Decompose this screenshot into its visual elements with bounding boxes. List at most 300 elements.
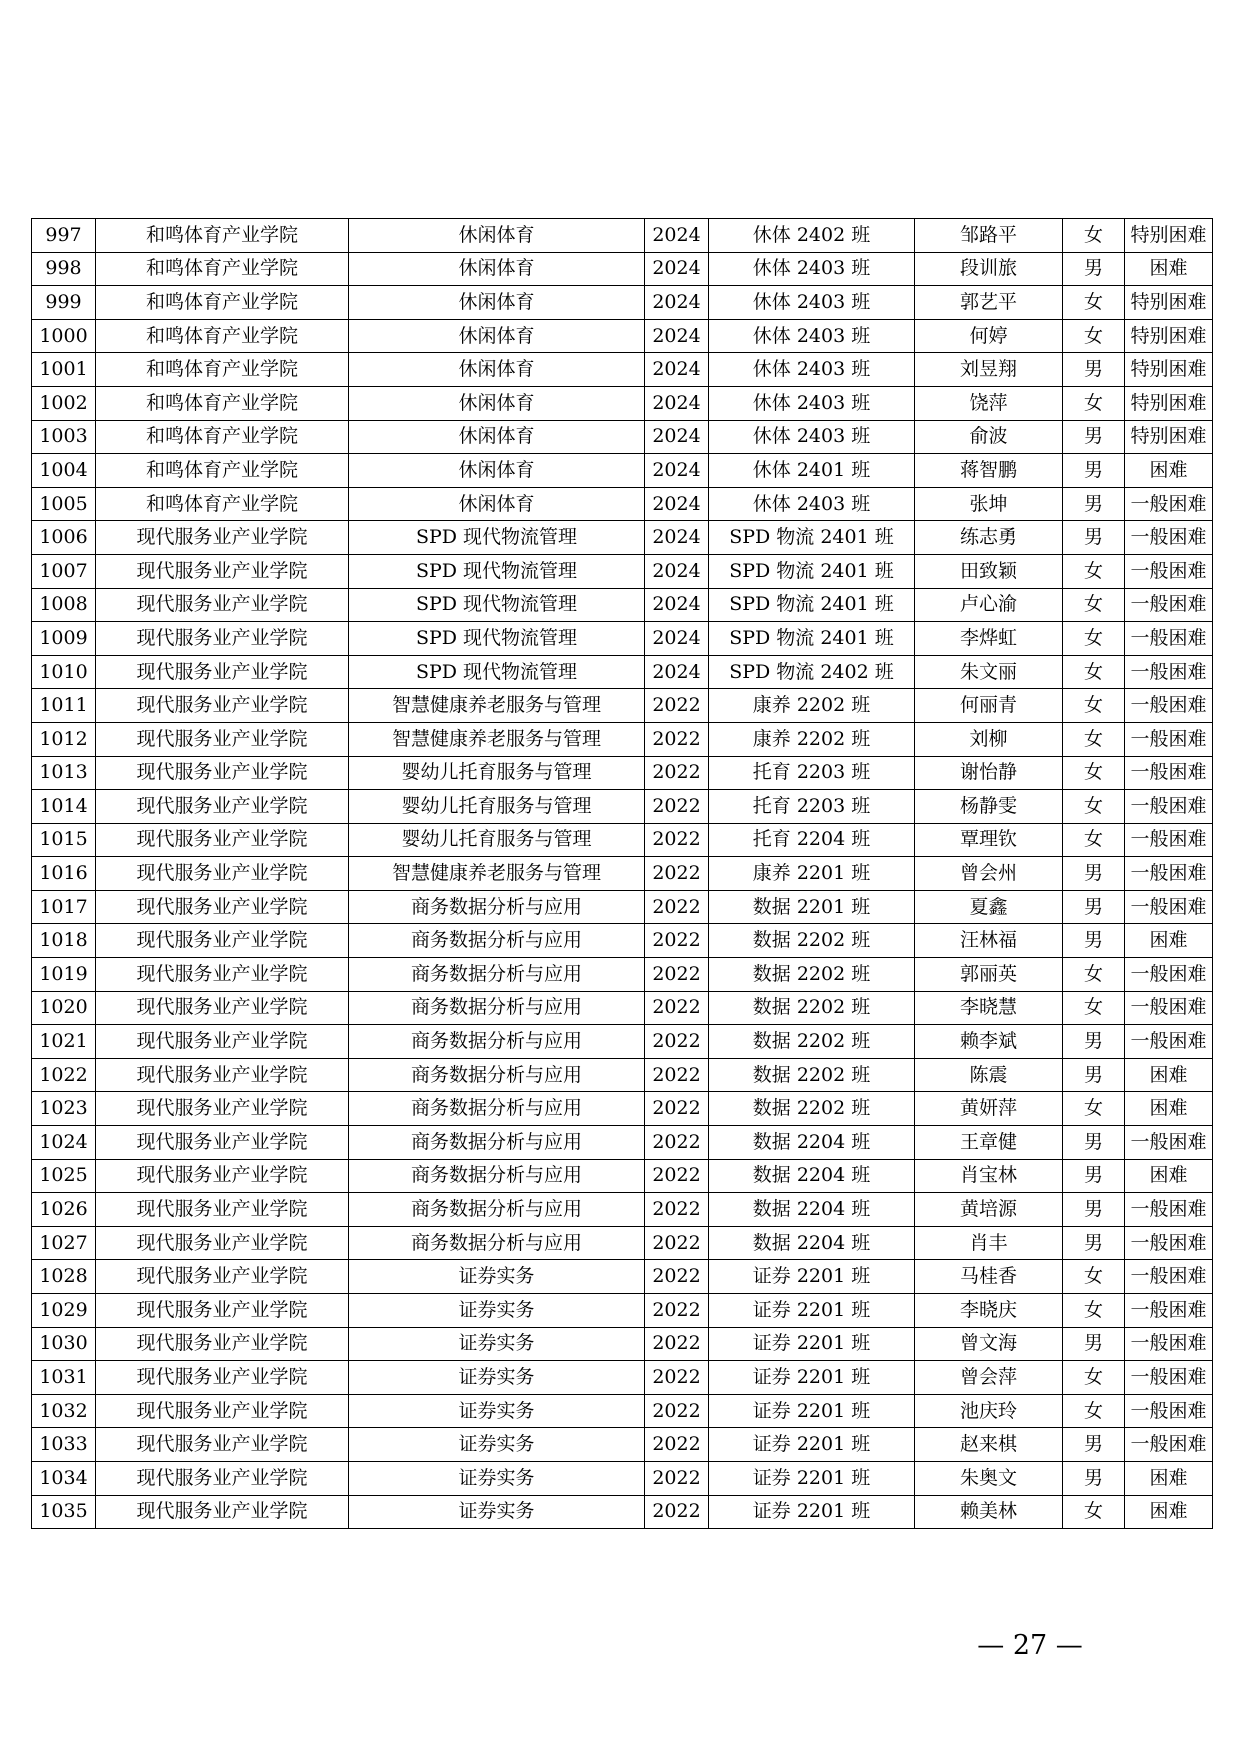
cell-major: 商务数据分析与应用	[349, 1126, 645, 1160]
cell-class: 数据 2204 班	[709, 1226, 915, 1260]
cell-grade: 2022	[645, 1327, 709, 1361]
cell-difficulty-level: 一般困难	[1125, 521, 1213, 555]
cell-grade: 2022	[645, 1461, 709, 1495]
cell-difficulty-level: 一般困难	[1125, 1126, 1213, 1160]
table-row	[32, 622, 1213, 656]
cell-difficulty-level: 一般困难	[1125, 1025, 1213, 1059]
table-row	[32, 1025, 1213, 1059]
table-row	[32, 521, 1213, 555]
table-row	[32, 554, 1213, 588]
cell-difficulty-level: 一般困难	[1125, 1294, 1213, 1328]
cell-difficulty-level: 困难	[1125, 1058, 1213, 1092]
table-row	[32, 1327, 1213, 1361]
table-row	[32, 286, 1213, 320]
cell-gender: 女	[1063, 991, 1125, 1025]
cell-major: 商务数据分析与应用	[349, 1226, 645, 1260]
cell-student-name: 曾会萍	[915, 1361, 1063, 1395]
cell-student-name: 夏鑫	[915, 890, 1063, 924]
cell-major: 证券实务	[349, 1260, 645, 1294]
cell-gender: 女	[1063, 722, 1125, 756]
cell-major: 休闲体育	[349, 286, 645, 320]
cell-row-index: 1031	[32, 1361, 96, 1395]
cell-row-index: 1003	[32, 420, 96, 454]
cell-difficulty-level: 一般困难	[1125, 790, 1213, 824]
cell-difficulty-level: 一般困难	[1125, 588, 1213, 622]
cell-class: 数据 2202 班	[709, 1092, 915, 1126]
table-row	[32, 1193, 1213, 1227]
cell-student-name: 谢怡静	[915, 756, 1063, 790]
cell-college: 现代服务业产业学院	[96, 1058, 349, 1092]
cell-row-index: 1008	[32, 588, 96, 622]
cell-class: 休体 2403 班	[709, 386, 915, 420]
cell-gender: 男	[1063, 1461, 1125, 1495]
cell-grade: 2022	[645, 857, 709, 891]
student-aid-table	[31, 218, 1213, 1529]
cell-class: SPD 物流 2401 班	[709, 622, 915, 656]
cell-student-name: 卢心渝	[915, 588, 1063, 622]
cell-major: 商务数据分析与应用	[349, 924, 645, 958]
cell-college: 现代服务业产业学院	[96, 622, 349, 656]
cell-college: 现代服务业产业学院	[96, 1327, 349, 1361]
cell-grade: 2024	[645, 554, 709, 588]
cell-college: 和鸣体育产业学院	[96, 219, 349, 253]
cell-difficulty-level: 一般困难	[1125, 1394, 1213, 1428]
cell-major: 休闲体育	[349, 420, 645, 454]
table-row	[32, 454, 1213, 488]
table-row	[32, 1428, 1213, 1462]
cell-row-index: 1021	[32, 1025, 96, 1059]
table-row	[32, 1058, 1213, 1092]
table-row	[32, 790, 1213, 824]
cell-gender: 女	[1063, 1294, 1125, 1328]
cell-row-index: 1012	[32, 722, 96, 756]
cell-college: 和鸣体育产业学院	[96, 353, 349, 387]
cell-grade: 2024	[645, 286, 709, 320]
cell-difficulty-level: 特别困难	[1125, 219, 1213, 253]
cell-gender: 男	[1063, 1193, 1125, 1227]
cell-student-name: 肖宝林	[915, 1159, 1063, 1193]
cell-class: 托育 2204 班	[709, 823, 915, 857]
cell-major: 商务数据分析与应用	[349, 1058, 645, 1092]
cell-difficulty-level: 一般困难	[1125, 1193, 1213, 1227]
cell-row-index: 1033	[32, 1428, 96, 1462]
cell-gender: 男	[1063, 890, 1125, 924]
cell-major: 证券实务	[349, 1327, 645, 1361]
cell-gender: 男	[1063, 353, 1125, 387]
cell-student-name: 朱文丽	[915, 655, 1063, 689]
table-row	[32, 991, 1213, 1025]
cell-college: 和鸣体育产业学院	[96, 319, 349, 353]
cell-class: 证券 2201 班	[709, 1428, 915, 1462]
cell-college: 和鸣体育产业学院	[96, 286, 349, 320]
cell-grade: 2022	[645, 924, 709, 958]
cell-class: 数据 2202 班	[709, 958, 915, 992]
cell-grade: 2022	[645, 958, 709, 992]
cell-class: SPD 物流 2401 班	[709, 521, 915, 555]
cell-college: 现代服务业产业学院	[96, 756, 349, 790]
cell-student-name: 蒋智鹏	[915, 454, 1063, 488]
cell-grade: 2024	[645, 420, 709, 454]
cell-student-name: 赵来棋	[915, 1428, 1063, 1462]
cell-class: 证券 2201 班	[709, 1260, 915, 1294]
cell-difficulty-level: 困难	[1125, 252, 1213, 286]
cell-major: 休闲体育	[349, 319, 645, 353]
cell-difficulty-level: 一般困难	[1125, 487, 1213, 521]
cell-grade: 2022	[645, 1092, 709, 1126]
cell-class: 证券 2201 班	[709, 1495, 915, 1529]
cell-class: 数据 2204 班	[709, 1126, 915, 1160]
cell-gender: 男	[1063, 1226, 1125, 1260]
cell-difficulty-level: 困难	[1125, 1159, 1213, 1193]
cell-student-name: 肖丰	[915, 1226, 1063, 1260]
cell-gender: 男	[1063, 1327, 1125, 1361]
cell-class: 数据 2204 班	[709, 1159, 915, 1193]
cell-grade: 2022	[645, 1058, 709, 1092]
cell-student-name: 刘昱翔	[915, 353, 1063, 387]
cell-row-index: 1022	[32, 1058, 96, 1092]
cell-major: 休闲体育	[349, 353, 645, 387]
table-row	[32, 420, 1213, 454]
cell-gender: 男	[1063, 454, 1125, 488]
cell-grade: 2024	[645, 521, 709, 555]
cell-difficulty-level: 一般困难	[1125, 958, 1213, 992]
cell-college: 现代服务业产业学院	[96, 823, 349, 857]
table-row	[32, 1394, 1213, 1428]
cell-gender: 女	[1063, 790, 1125, 824]
table-body	[32, 219, 1213, 1529]
table-row	[32, 487, 1213, 521]
cell-class: 休体 2403 班	[709, 286, 915, 320]
cell-gender: 女	[1063, 958, 1125, 992]
cell-college: 现代服务业产业学院	[96, 1260, 349, 1294]
cell-class: 休体 2401 班	[709, 454, 915, 488]
cell-class: 托育 2203 班	[709, 756, 915, 790]
cell-college: 和鸣体育产业学院	[96, 487, 349, 521]
cell-class: 数据 2202 班	[709, 1058, 915, 1092]
cell-major: 婴幼儿托育服务与管理	[349, 823, 645, 857]
cell-difficulty-level: 困难	[1125, 1461, 1213, 1495]
cell-student-name: 李晓慧	[915, 991, 1063, 1025]
cell-gender: 女	[1063, 823, 1125, 857]
cell-gender: 女	[1063, 1260, 1125, 1294]
cell-student-name: 饶萍	[915, 386, 1063, 420]
cell-student-name: 田致颖	[915, 554, 1063, 588]
cell-college: 现代服务业产业学院	[96, 722, 349, 756]
cell-college: 现代服务业产业学院	[96, 1361, 349, 1395]
cell-college: 现代服务业产业学院	[96, 588, 349, 622]
table-row	[32, 655, 1213, 689]
cell-grade: 2024	[645, 454, 709, 488]
cell-class: 数据 2204 班	[709, 1193, 915, 1227]
cell-grade: 2022	[645, 1260, 709, 1294]
cell-student-name: 练志勇	[915, 521, 1063, 555]
cell-class: 证券 2201 班	[709, 1394, 915, 1428]
cell-college: 现代服务业产业学院	[96, 1394, 349, 1428]
cell-gender: 女	[1063, 554, 1125, 588]
cell-gender: 男	[1063, 252, 1125, 286]
cell-major: 婴幼儿托育服务与管理	[349, 790, 645, 824]
cell-grade: 2024	[645, 252, 709, 286]
cell-major: SPD 现代物流管理	[349, 655, 645, 689]
cell-student-name: 黄妍萍	[915, 1092, 1063, 1126]
cell-college: 现代服务业产业学院	[96, 1159, 349, 1193]
cell-gender: 女	[1063, 655, 1125, 689]
cell-student-name: 俞波	[915, 420, 1063, 454]
cell-grade: 2022	[645, 756, 709, 790]
cell-gender: 男	[1063, 420, 1125, 454]
cell-student-name: 刘柳	[915, 722, 1063, 756]
cell-class: 证券 2201 班	[709, 1361, 915, 1395]
cell-college: 现代服务业产业学院	[96, 1226, 349, 1260]
table-row	[32, 958, 1213, 992]
cell-major: 休闲体育	[349, 252, 645, 286]
cell-grade: 2024	[645, 353, 709, 387]
cell-difficulty-level: 一般困难	[1125, 1260, 1213, 1294]
cell-difficulty-level: 一般困难	[1125, 1361, 1213, 1395]
cell-class: 休体 2403 班	[709, 319, 915, 353]
cell-row-index: 1014	[32, 790, 96, 824]
cell-gender: 男	[1063, 1428, 1125, 1462]
cell-major: SPD 现代物流管理	[349, 622, 645, 656]
table-row	[32, 890, 1213, 924]
cell-college: 现代服务业产业学院	[96, 1092, 349, 1126]
table-row	[32, 1226, 1213, 1260]
cell-student-name: 覃理钦	[915, 823, 1063, 857]
table-row	[32, 924, 1213, 958]
cell-row-index: 1005	[32, 487, 96, 521]
cell-row-index: 1028	[32, 1260, 96, 1294]
cell-college: 现代服务业产业学院	[96, 1495, 349, 1529]
cell-grade: 2022	[645, 790, 709, 824]
cell-class: 证券 2201 班	[709, 1294, 915, 1328]
cell-gender: 男	[1063, 1159, 1125, 1193]
cell-student-name: 何丽青	[915, 689, 1063, 723]
cell-student-name: 曾文海	[915, 1327, 1063, 1361]
cell-student-name: 陈震	[915, 1058, 1063, 1092]
cell-row-index: 1002	[32, 386, 96, 420]
cell-difficulty-level: 一般困难	[1125, 890, 1213, 924]
cell-major: 证券实务	[349, 1394, 645, 1428]
cell-row-index: 1000	[32, 319, 96, 353]
cell-row-index: 1034	[32, 1461, 96, 1495]
cell-row-index: 999	[32, 286, 96, 320]
cell-gender: 女	[1063, 622, 1125, 656]
cell-row-index: 1006	[32, 521, 96, 555]
cell-row-index: 1019	[32, 958, 96, 992]
cell-major: 商务数据分析与应用	[349, 1193, 645, 1227]
cell-class: SPD 物流 2402 班	[709, 655, 915, 689]
cell-college: 现代服务业产业学院	[96, 521, 349, 555]
table-row	[32, 756, 1213, 790]
cell-college: 现代服务业产业学院	[96, 890, 349, 924]
cell-row-index: 1023	[32, 1092, 96, 1126]
cell-grade: 2022	[645, 1193, 709, 1227]
cell-class: 康养 2201 班	[709, 857, 915, 891]
cell-difficulty-level: 一般困难	[1125, 554, 1213, 588]
cell-major: 商务数据分析与应用	[349, 1159, 645, 1193]
cell-gender: 女	[1063, 1361, 1125, 1395]
cell-gender: 男	[1063, 1025, 1125, 1059]
cell-difficulty-level: 一般困难	[1125, 857, 1213, 891]
cell-grade: 2022	[645, 1394, 709, 1428]
cell-row-index: 1029	[32, 1294, 96, 1328]
table-row	[32, 857, 1213, 891]
cell-gender: 女	[1063, 219, 1125, 253]
cell-row-index: 1015	[32, 823, 96, 857]
cell-major: 证券实务	[349, 1495, 645, 1529]
cell-class: 数据 2202 班	[709, 991, 915, 1025]
cell-college: 现代服务业产业学院	[96, 655, 349, 689]
cell-major: 商务数据分析与应用	[349, 991, 645, 1025]
cell-row-index: 997	[32, 219, 96, 253]
cell-college: 现代服务业产业学院	[96, 1428, 349, 1462]
cell-grade: 2024	[645, 655, 709, 689]
table-row	[32, 1294, 1213, 1328]
cell-gender: 女	[1063, 756, 1125, 790]
cell-difficulty-level: 一般困难	[1125, 1428, 1213, 1462]
cell-class: 数据 2202 班	[709, 924, 915, 958]
cell-student-name: 黄培源	[915, 1193, 1063, 1227]
cell-grade: 2024	[645, 319, 709, 353]
cell-difficulty-level: 困难	[1125, 924, 1213, 958]
cell-grade: 2024	[645, 622, 709, 656]
cell-grade: 2024	[645, 386, 709, 420]
table-row	[32, 386, 1213, 420]
cell-gender: 女	[1063, 1092, 1125, 1126]
cell-row-index: 1032	[32, 1394, 96, 1428]
cell-college: 和鸣体育产业学院	[96, 454, 349, 488]
cell-grade: 2022	[645, 1159, 709, 1193]
cell-gender: 女	[1063, 689, 1125, 723]
table-row	[32, 823, 1213, 857]
table-row	[32, 353, 1213, 387]
cell-grade: 2022	[645, 1226, 709, 1260]
cell-student-name: 何婷	[915, 319, 1063, 353]
table-row	[32, 1159, 1213, 1193]
page-number: — 27 —	[977, 1630, 1083, 1661]
cell-class: 证券 2201 班	[709, 1327, 915, 1361]
cell-major: 商务数据分析与应用	[349, 1092, 645, 1126]
cell-class: 休体 2403 班	[709, 487, 915, 521]
cell-major: 婴幼儿托育服务与管理	[349, 756, 645, 790]
cell-college: 和鸣体育产业学院	[96, 252, 349, 286]
cell-class: 数据 2201 班	[709, 890, 915, 924]
cell-college: 现代服务业产业学院	[96, 790, 349, 824]
table-row	[32, 1495, 1213, 1529]
cell-row-index: 1009	[32, 622, 96, 656]
cell-class: 康养 2202 班	[709, 722, 915, 756]
cell-student-name: 李晓庆	[915, 1294, 1063, 1328]
cell-difficulty-level: 特别困难	[1125, 420, 1213, 454]
cell-gender: 男	[1063, 1058, 1125, 1092]
cell-difficulty-level: 一般困难	[1125, 1226, 1213, 1260]
cell-student-name: 邹路平	[915, 219, 1063, 253]
cell-difficulty-level: 一般困难	[1125, 991, 1213, 1025]
cell-difficulty-level: 一般困难	[1125, 722, 1213, 756]
cell-difficulty-level: 特别困难	[1125, 319, 1213, 353]
cell-major: 休闲体育	[349, 487, 645, 521]
cell-college: 现代服务业产业学院	[96, 857, 349, 891]
cell-difficulty-level: 困难	[1125, 1092, 1213, 1126]
cell-class: 证券 2201 班	[709, 1461, 915, 1495]
cell-major: 智慧健康养老服务与管理	[349, 689, 645, 723]
cell-grade: 2022	[645, 1428, 709, 1462]
cell-class: 康养 2202 班	[709, 689, 915, 723]
cell-row-index: 1011	[32, 689, 96, 723]
table-row	[32, 1126, 1213, 1160]
cell-grade: 2022	[645, 689, 709, 723]
cell-grade: 2022	[645, 1294, 709, 1328]
cell-college: 现代服务业产业学院	[96, 1461, 349, 1495]
cell-difficulty-level: 特别困难	[1125, 386, 1213, 420]
cell-grade: 2022	[645, 890, 709, 924]
cell-major: 休闲体育	[349, 219, 645, 253]
cell-class: 休体 2402 班	[709, 219, 915, 253]
cell-gender: 男	[1063, 521, 1125, 555]
cell-grade: 2022	[645, 1025, 709, 1059]
table-row	[32, 1461, 1213, 1495]
cell-row-index: 1017	[32, 890, 96, 924]
cell-college: 现代服务业产业学院	[96, 1193, 349, 1227]
cell-college: 现代服务业产业学院	[96, 554, 349, 588]
cell-major: 休闲体育	[349, 386, 645, 420]
cell-student-name: 郭丽英	[915, 958, 1063, 992]
cell-class: 托育 2203 班	[709, 790, 915, 824]
cell-college: 现代服务业产业学院	[96, 1025, 349, 1059]
cell-college: 现代服务业产业学院	[96, 1126, 349, 1160]
cell-difficulty-level: 困难	[1125, 454, 1213, 488]
cell-row-index: 1025	[32, 1159, 96, 1193]
cell-major: 证券实务	[349, 1428, 645, 1462]
cell-student-name: 曾会州	[915, 857, 1063, 891]
cell-major: 休闲体育	[349, 454, 645, 488]
cell-grade: 2022	[645, 1495, 709, 1529]
cell-gender: 男	[1063, 487, 1125, 521]
cell-college: 和鸣体育产业学院	[96, 420, 349, 454]
table-row	[32, 588, 1213, 622]
cell-difficulty-level: 困难	[1125, 1495, 1213, 1529]
cell-gender: 女	[1063, 588, 1125, 622]
cell-grade: 2024	[645, 219, 709, 253]
cell-major: SPD 现代物流管理	[349, 554, 645, 588]
cell-row-index: 1001	[32, 353, 96, 387]
cell-college: 现代服务业产业学院	[96, 958, 349, 992]
cell-row-index: 1010	[32, 655, 96, 689]
cell-major: 智慧健康养老服务与管理	[349, 722, 645, 756]
cell-student-name: 池庆玲	[915, 1394, 1063, 1428]
cell-row-index: 1007	[32, 554, 96, 588]
cell-major: SPD 现代物流管理	[349, 521, 645, 555]
cell-class: 数据 2202 班	[709, 1025, 915, 1059]
cell-student-name: 汪林福	[915, 924, 1063, 958]
cell-row-index: 1027	[32, 1226, 96, 1260]
cell-major: 证券实务	[349, 1294, 645, 1328]
table-row	[32, 319, 1213, 353]
table-row	[32, 252, 1213, 286]
cell-gender: 男	[1063, 924, 1125, 958]
cell-grade: 2022	[645, 722, 709, 756]
cell-college: 现代服务业产业学院	[96, 1294, 349, 1328]
cell-college: 和鸣体育产业学院	[96, 386, 349, 420]
cell-row-index: 1035	[32, 1495, 96, 1529]
cell-major: 证券实务	[349, 1361, 645, 1395]
cell-student-name: 王章健	[915, 1126, 1063, 1160]
cell-major: 商务数据分析与应用	[349, 1025, 645, 1059]
cell-major: SPD 现代物流管理	[349, 588, 645, 622]
table-row	[32, 722, 1213, 756]
cell-difficulty-level: 一般困难	[1125, 823, 1213, 857]
cell-gender: 男	[1063, 857, 1125, 891]
